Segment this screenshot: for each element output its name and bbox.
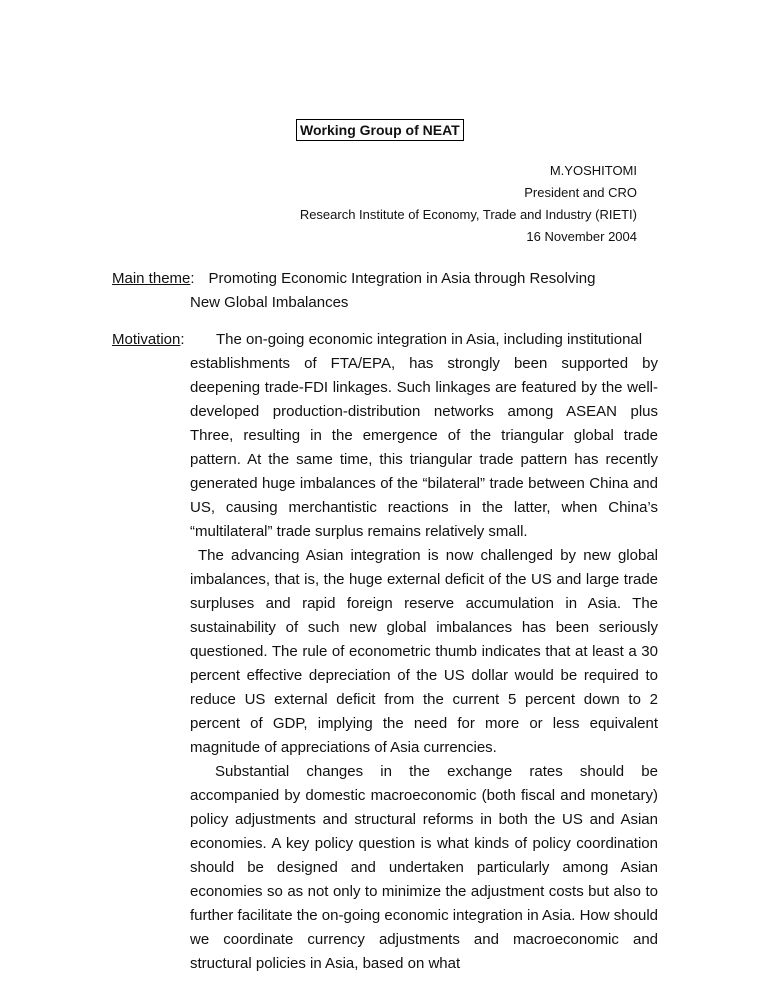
author-block [300, 160, 637, 248]
author-institute: Research Institute of Economy, Trade and Industry (RIETI) [299, 207, 637, 222]
motivation-paragraph-2: The advancing Asian integration is now challenged by new global imbalances, that is, the huge external deficit of the US and large trade surpluses and rapid foreign reserve accumulation in Asia. The sustainability of such new global imbalances has been seriously questioned. The rule of econometric thumb indicates that at least a 30 percent effective depreciation of the US dollar would be required to reduce US external deficit from the current 5 percent down to 2 percent of GDP, implying the need for more or less equivalent magnitude of appreciations of Asia currencies. [190, 547, 658, 756]
motivation-section [112, 328, 658, 976]
motivation-first-line: The on-going economic integration in Asia, including institutional [216, 331, 643, 348]
author-position: President and CRO [524, 185, 637, 200]
author-name: M.YOSHITOMI [549, 163, 637, 178]
document-title: Working Group of NEAT [296, 119, 464, 141]
motivation-body [190, 352, 658, 976]
main-theme-line2: New Global Imbalances [190, 294, 349, 311]
main-theme-line1: Promoting Economic Integration in Asia through Resolving [208, 270, 596, 287]
motivation-paragraph-3: Substantial changes in the exchange rates should be accompanied by domestic macroeconomic (both fiscal and monetary) policy adjustments and structural reforms in both the US and Asian economies. A key policy question is what kinds of policy coordination should be designed and undertaken particularly among Asian economies so as not only to minimize the adjustment costs but also to further facilitate the on-going economic integration in Asia. How should we coordinate currency adjustments and macroeconomic and structural policies in Asia, based on what [190, 763, 658, 972]
main-theme-section [112, 267, 656, 315]
motivation-label: Motivation [112, 331, 181, 348]
main-theme-colon: : [190, 270, 195, 287]
motivation-paragraph-1: establishments of FTA/EPA, has strongly been supported by deepening trade-FDI linkages. Such linkages are featured by the well-developed production-distribution networks among ASEAN plus Three, resulting in the emergence of the triangular global trade pattern. At the same time, this triangular trade pattern has recently generated huge imbalances of the “bilateral” trade between China and US, causing merchantistic reactions in the latter, when China’s “multilateral” trade surplus remains relatively small. [190, 355, 658, 540]
motivation-colon: : [180, 331, 185, 348]
main-theme-label: Main theme [112, 270, 191, 287]
document-date: 16 November 2004 [526, 229, 637, 244]
